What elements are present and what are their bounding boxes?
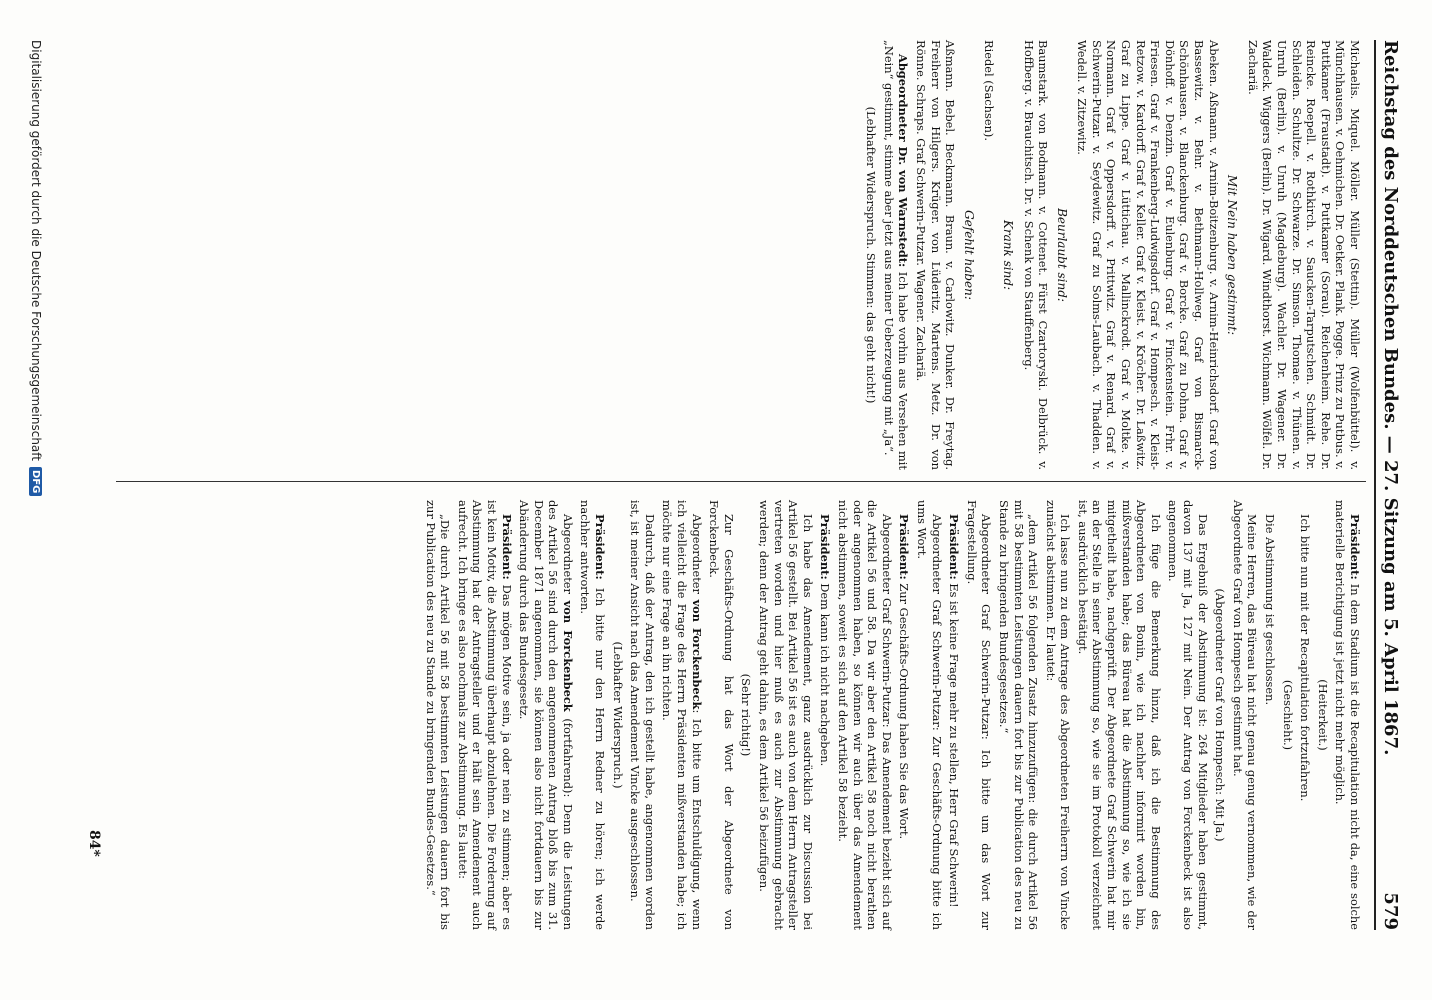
page-title: Reichstag des Norddeutschen Bundes. — 27. Sitzung am 5. April 1867. (1380, 40, 1401, 756)
paragraph: Präsident: Ich bitte nur den Herrn Redner zu hören; ich werde nachher antworten. (578, 500, 608, 930)
name-list: Aßmann. Bebel. Beckmann. Braun. v. Carlowitz. Dunker. Dr. Freytag. Freiherr von Hilgers. Krüger. von Lüderitz. Martens. Metz. Dr. von Rönne. Schraps. Graf Schwerin-Putzar. Wagener. Zachariä. (913, 40, 958, 470)
interjection: (Lebhafter Widerspruch.) (610, 641, 625, 789)
paragraph: Zur Geschäfts-Ordnung hat das Wort der Abgeordnete von Forckenbeck. (707, 500, 736, 930)
paragraph: „dem Artikel 56 folgenden Zusatz hinzuzufügen: die durch Artikel 56 mit 58 bestimmten Leistungen dauern fort bis zur Publication des neu zu Stande zu bringenden Bundesgesetzes.“ (996, 500, 1041, 930)
paragraph: Abgeordneter Graf Schwerin-Putzar: Ich bitte um das Wort zur Fragestellung. (964, 500, 994, 930)
digitization-text: Digitalisierung gefördert durch die Deutsche Forschungsgemeinschaft (29, 40, 43, 462)
paragraph: Abgeordneter Dr. von Warnstedt: Ich habe vorhin aus Versehen mit „Nein“ gestimmt, stimme aber jetzt aus meiner Ueberzeugung mit „Ja“. (881, 40, 911, 471)
paragraph: Abgeordneter Graf Schwerin-Putzar: Das Amendement bezieht sich auf die Artikel 56 und 58. Da wir aber den Artikel 58 noch nicht berathen oder angenommen haben, so können wir auch über das Amendement nicht abstimmen, soweit es sich auf den Artikel 58 bezieht. (836, 500, 894, 930)
paragraph: „Die durch Artikel 56 mit 58 bestimmten Leistungen dauern fort bis zur Publication des neu zu Stande zu bringenden Bundes-Gesetzes.“ (423, 500, 453, 930)
interjection: (Sehr richtig!) (739, 673, 754, 757)
paragraph: Ich habe das Amendement, ganz ausdrücklich zur Discussion bei Artikel 56 gestellt. Bei Artikel 56 ist es auch von dem Herrn Antragsteller vertreten worden und hier muß es auch zur Abstimmung gebracht werden; denn der Antrag geht dahin, es dem Artikel 56 beizufügen. (757, 500, 815, 930)
left-column (861, 40, 1362, 470)
page-header (1374, 40, 1412, 930)
name-list: Abeken. Aßmann. v. Arnim-Boitzenburg. v. Arnim-Heinrichsdorf. Graf von Bassewitz. v. Behr. v. Bethmann-Hollweg. Graf von Bismarck-Schönhausen. v. Blanckenburg. Graf v. Borcke. Graf zu Dohna. Graf v. Dönhoff. v. Denzin. Graf v. Eulenburg. Graf v. Finckenstein. Frhr. v. Friesen. Graf v. Frankenberg-Ludwigsdorf. Graf v. Hompesch. v. Kleist-Retzow. v. Kardorff. Graf v. Keller. Graf v. Kleist. v. Kröcher. Dr. Laßwitz. Graf zu Lippe. Graf v. Lüttichau. v. Mallinckrodt. Graf v. Moltke. v. Normann. Graf v. Oppersdorff. v. Prittwitz. Graf v. Renard. Graf v. Schwerin-Putzar. v. Seydewitz. Graf zu Solms-Laubach. v. Thadden. v. Wedell. v. Zitzewitz. (1075, 40, 1221, 470)
paragraph: Dadurch, daß der Antrag, den ich gestellt habe, angenommen worden ist, ist meiner Ansicht nach das Amendement Vincke ausgeschlossen. (628, 500, 657, 930)
section-heading: Gefehlt haben: (961, 210, 976, 300)
name-list: Baumstark. von Bodmann. v. Cottenet. Fürst Czartoryski. Delbrück. v. Hoffberg. v. Brauchitsch. Dr. v. Schenk von Stauffenberg. (1021, 40, 1051, 470)
paragraph: Das Ergebniß der Abstimmung ist: 264 Mitglieder haben gestimmt, davon 137 mit Ja, 127 mit Nein. Der Antrag von Forckenbeck ist also angenommen. (1166, 500, 1210, 930)
dfg-logo: DFG (30, 467, 43, 496)
column-divider (116, 481, 1366, 482)
paragraph: Ich lasse nun zu dem Antrage des Abgeordneten Freiherrn von Vincke zunächst abstimmen. Er lautet: (1043, 500, 1073, 930)
right-column (420, 500, 1362, 930)
paragraph: Präsident: Das mögen Motive sein, ja oder nein zu stimmen; aber es ist kein Motiv, die Abstimmung überhaupt abzulehnen. Die Forderung auf Abstimmung hat der Antragsteller und er hält sein Amendement auch aufrecht. Ich bringe es also nochmals zur Abstimmung. Es lautet: (455, 500, 514, 930)
section-heading: Beurlaubt sind: (1054, 208, 1069, 302)
paragraph: Präsident: Dem kann ich nicht nachgeben. (818, 514, 833, 767)
paragraph: Die Abstimmung ist geschlossen. (1263, 514, 1278, 706)
paragraph: Abgeordneter von Forckenbeck: Ich bitte um Entschuldigung, wenn ich vielleicht die Frage des Herrn Präsidenten mißverstanden habe; ich möchte nur eine Frage an ihn richten. (660, 500, 704, 931)
paragraph: Ich bitte nun mit der Recapitulation fortzufahren. (1298, 514, 1313, 802)
paragraph: Ich füge die Bemerkung hinzu, daß ich die Bestimmung des Abgeordneten von Bonin, wie ich nachher informirt worden bin, mißverstanden habe; das Büreau hat die Abstimmung so, wie ich sie mitgetheilt habe, nachgeprüft. Der Abgeordnete Graf Schwerin hat mir an der Stelle in seiner Abstimmung so, wie sie im Protokoll verzeichnet ist, ausdrücklich bestätigt. (1075, 500, 1163, 930)
section-heading: Krank sind: (1000, 219, 1015, 291)
signature-mark: 84* (86, 830, 102, 857)
section-heading: Mit Nein haben gestimmt: (1225, 174, 1240, 336)
paragraph: Präsident: Es ist keine Frage mehr zu stellen, Herr Graf Schwerin! (947, 514, 962, 908)
paragraph: Meine Herren, das Büreau hat nicht genau genug vernommen, wie der Abgeordnete Graf von Hompesch gestimmt hat. (1230, 500, 1260, 930)
name-list: Michaelis. Miquel. Möller. Müller (Stettin). Müller (Wolfenbüttel). v. Münchhausen. v. Oehmichen. Dr. Oetker. Plank. Pogge. Prinz zu Putbus. v. Puttkamer (Fraustadt). v. Puttkamer (Sorau). Reichenheim. Rehe. Dr. Reincke. Roepell. v. Rothkirch. v. Saucken-Tarputschen. Schmidt. Dr. Schleiden. Schultze. Dr. Schwarze. Dr. Simson. Thomae. v. Thünen. v. Unruh (Berlin). v. Unruh (Magdeburg). Wachler. Dr. Wagener. Dr. Waldeck. Wiggers (Berlin). Dr. Wigard. Windthorst. Wichmann. Wölfel. Dr. Zachariä. (1245, 40, 1362, 470)
interjection: (Lebhafter Widerspruch. Stimmen: das geht nicht!) (864, 106, 879, 404)
interjection: (Abgeordneter Graf von Hompesch: Mit Ja.) (1213, 588, 1228, 842)
page-number: 579 (1380, 892, 1401, 930)
interjection: (Heiterkeit.) (1315, 679, 1330, 751)
name-list: Riedel (Sachsen). (982, 40, 997, 141)
digitization-notice (25, 40, 47, 980)
interjection: (Geschieht.) (1280, 679, 1295, 751)
paragraph: Präsident: In dem Stadium ist die Recapitulation nicht da, eine solche materielle Berichtigung ist jetzt nicht mehr möglich. (1333, 500, 1362, 930)
paragraph: Abgeordneter Graf Schwerin-Putzar: Zur Geschäfts-Ordnung bitte ich ums Wort. (914, 500, 944, 930)
paragraph: Präsident: Zur Geschäfts-Ordnung haben Sie das Wort. (897, 514, 912, 840)
paragraph: Abgeordneter von Forckenbeck (fortfahrend): Denn die Leistungen des Artikel 56 sind durch den angenommenen Antrag bloß bis zum 31. December 1871 angenommen, sie können also nicht fortdauern bis zur Abänderung durch das Bundesgesetz. (517, 500, 575, 930)
